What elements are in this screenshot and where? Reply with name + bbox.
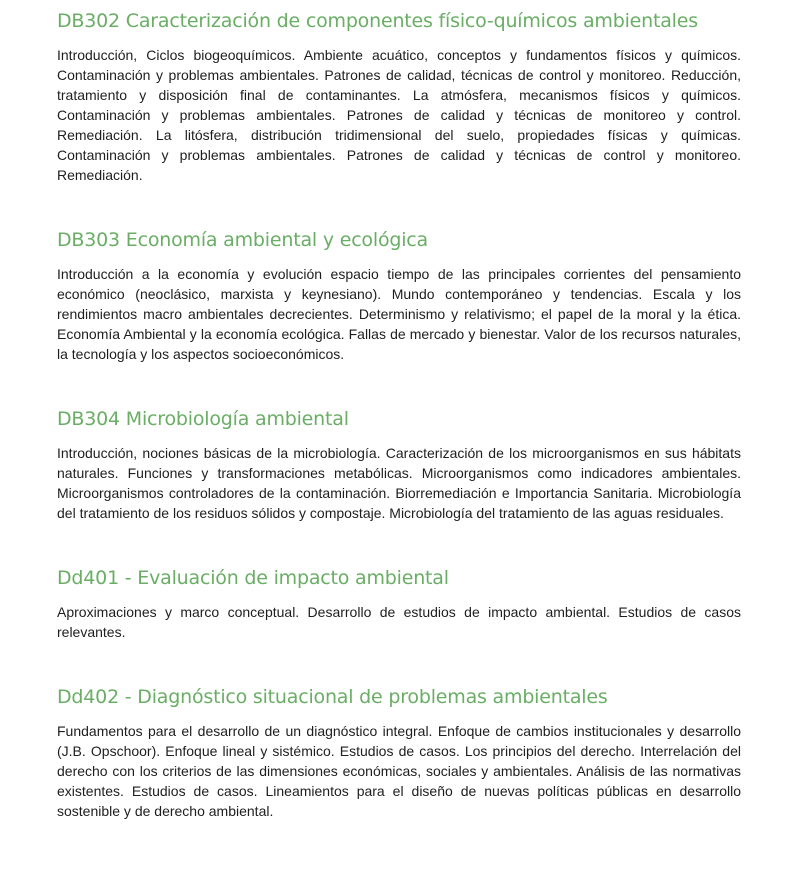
course-title: Dd401 - Evaluación de impacto ambiental (57, 567, 449, 589)
course-description: Introducción, Ciclos biogeoquímicos. Ambiente acuático, conceptos y fundamentos físicos y químicos. Contaminación y problemas ambientales. Patrones de calidad, técnicas de control y monitoreo. Reducción, tratamiento y disposición final de contaminantes. La atmósfera, mecanismos físicos y químicos. Contaminación y problemas ambientales. Patrones de calidad y técnicas de monitoreo y control. Remediación. La litósfera, distribución tridimensional del suelo, propiedades físicas y químicas. Contaminación y problemas ambientales. Patrones de calidad y técnicas de control y monitoreo. Remediación. (57, 47, 741, 183)
course-title: DB302 Caracterización de componentes físico-químicos ambientales (57, 10, 698, 32)
course-title: DB303 Economía ambiental y ecológica (57, 229, 428, 251)
course-db303 (57, 225, 741, 364)
course-db302 (57, 6, 741, 185)
course-description: Introducción, nociones básicas de la microbiología. Caracterización de los microorganismos en sus hábitats naturales. Funciones y transformaciones metabólicas. Microorganismos como indicadores ambientales. Microorganismos controladores de la contaminación. Biorremediación e Importancia Sanitaria. Microbiología del tratamiento de los residuos sólidos y compostaje. Microbiología del tratamiento de las aguas residuales. (57, 445, 741, 521)
course-title: Dd402 - Diagnóstico situacional de problemas ambientales (57, 686, 608, 708)
course-dd402 (57, 682, 741, 821)
course-description: Introducción a la economía y evolución espacio tiempo de las principales corrientes del pensamiento económico (neoclásico, marxista y keynesiano). Mundo contemporáneo y tendencias. Escala y los rendimientos macro ambientales decrecientes. Determinismo y relativismo; el papel de la moral y la ética. Economía Ambiental y la economía ecológica. Fallas de mercado y bienestar. Valor de los recursos naturales, la tecnología y los aspectos socioeconómicos. (57, 266, 741, 362)
course-title: DB304 Microbiología ambiental (57, 408, 349, 430)
course-dd401 (57, 563, 741, 642)
course-list (57, 6, 741, 861)
course-db304 (57, 404, 741, 523)
course-description: Aproximaciones y marco conceptual. Desarrollo de estudios de impacto ambiental. Estudios de casos relevantes. (57, 604, 741, 640)
course-description: Fundamentos para el desarrollo de un diagnóstico integral. Enfoque de cambios institucionales y desarrollo (J.B. Opschoor). Enfoque lineal y sistémico. Estudios de casos. Los principios del derecho. Interrelación del derecho con los criterios de las dimensiones económicas, sociales y ambientales. Análisis de las normativas existentes. Estudios de casos. Lineamientos para el diseño de nuevas políticas públicas en desarrollo sostenible y de derecho ambiental. (57, 723, 741, 819)
